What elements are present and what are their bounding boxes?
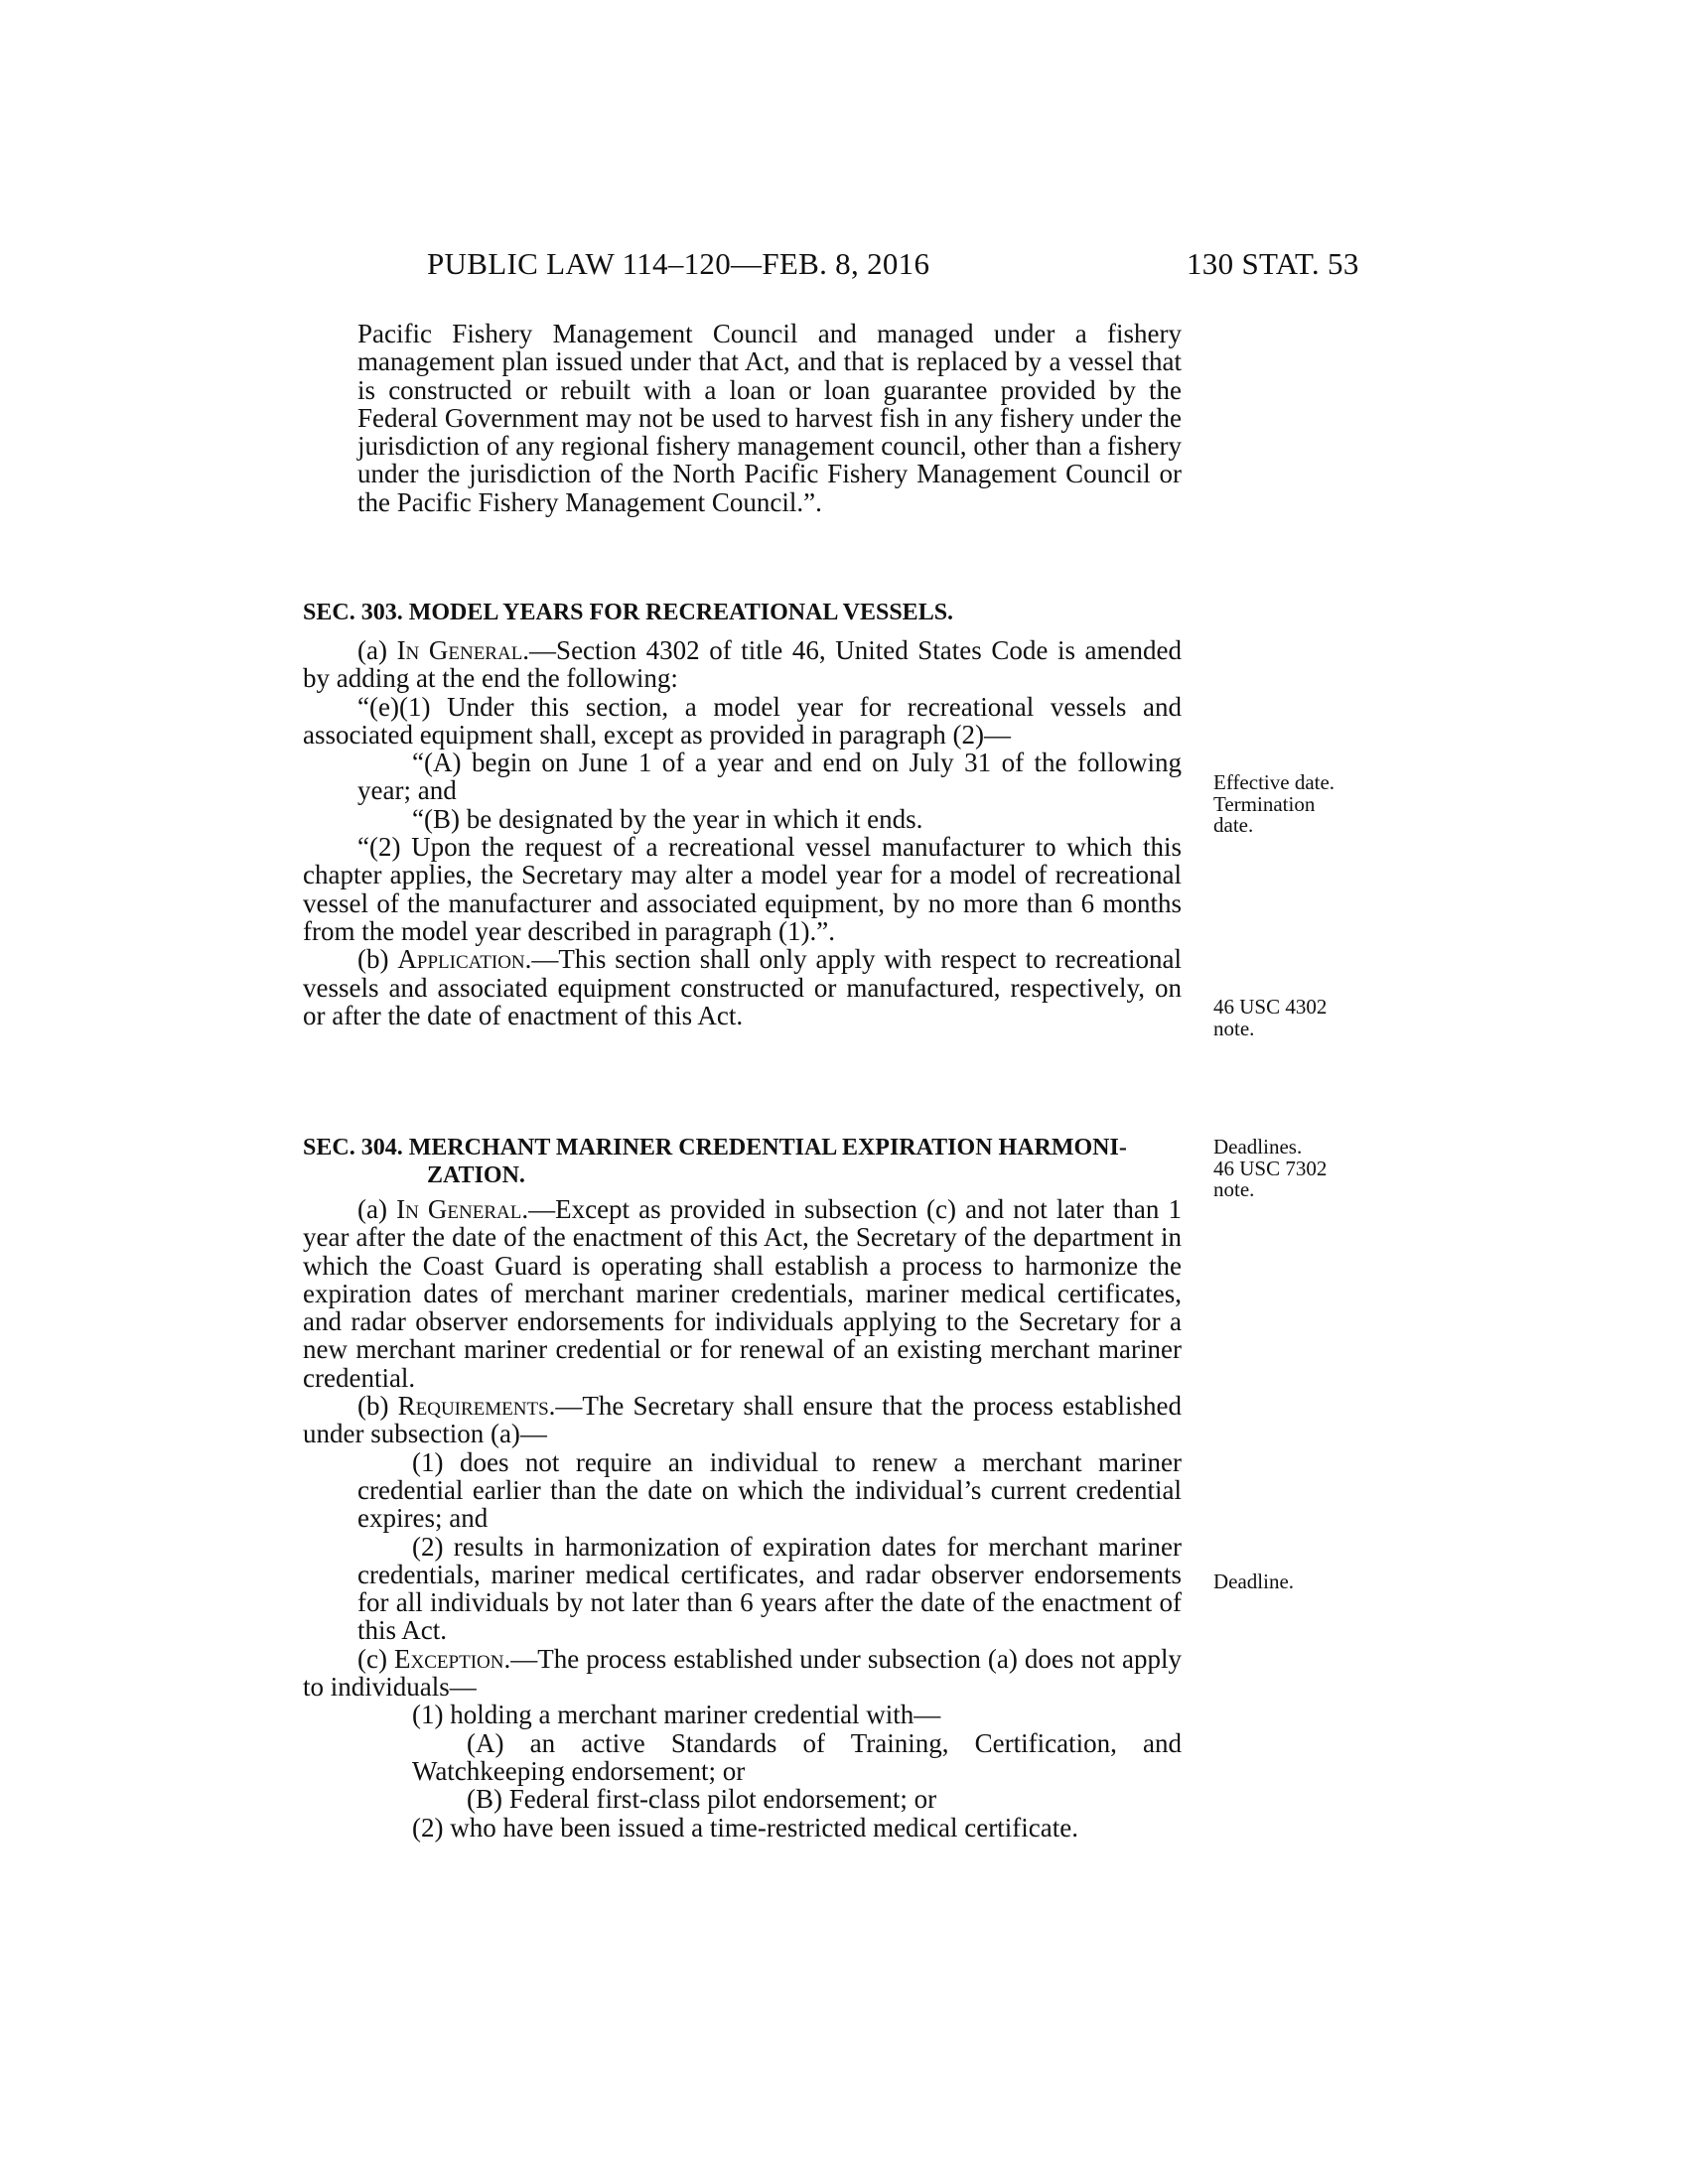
page-body [303,320,1182,516]
section-304-subsection-b: (b) Requirements.—The Secretary shall ensure that the process established under subsection (a)— [303,1391,1183,1449]
section-303-paragraph-e1: “(e)(1) Under this section, a model year for recreational vessels and associated equipment shall, except as provided in paragraph (2)— [303,691,1182,750]
section-303 [303,599,1182,1029]
section-303-subsection-a: (a) In General.—Section 4302 of title 46, United States Code is amended by adding at the end the following: [303,635,1182,694]
section-303-heading: SEC. 303. MODEL YEARS FOR RECREATIONAL VESSELS. [303,600,954,625]
continuation-paragraph: Pacific Fishery Management Council and managed under a fishery management plan issued under that Act, and that is replaced by a vessel that is constructed or rebuilt with a loan or loan guarantee provided by the Federal Government may not be used to harvest fish in any fishery under the jurisdiction of any regional fishery management council, other than a fishery under the jurisdiction of the North Pacific Fishery Management Council or the Pacific Fishery Management Council.”. [357,319,1182,517]
section-304-paragraph-c2: (2) who have been issued a time-restricted medical certificate. [412,1812,1078,1843]
section-304-paragraph-b2: (2) results in harmonization of expiration dates for merchant mariner credentials, mariner medical certificates, and radar observer endorsements for all individuals by not later than 6 years after the date of the enactment of this Act. [357,1531,1182,1646]
section-303-clause-A: “(A) begin on June 1 of a year and end on July 31 of the following year; and [357,748,1182,806]
section-303-paragraph-2: “(2) Upon the request of a recreational vessel manufacturer to which this chapter applies, the Secretary may alter a model year for a model of recreational vessel of the manufacturer and associated equipment, by no more than 6 months from the model year described in paragraph (1).”. [303,832,1182,946]
section-304-clause-c1B: (B) Federal first-class pilot endorsement; or [467,1784,937,1815]
caption-in-general: In General [396,635,523,665]
margin-note-deadline: Deadline. [1213,1570,1295,1593]
section-304-heading-line2: ZATION. [427,1162,525,1188]
caption-exception: Exception [394,1643,504,1674]
section-304-subsection-a: (a) In General.—Except as provided in subsection (c) and not later than 1 year after the date of the enactment of this Act, the Secretary of the department in which the Coast Guard is operating shall establish a process to harmonize the expiration dates of merchant mariner credentials, mariner medical certificates, and radar observer endorsements for individuals applying to the Secretary for a new merchant mariner credential or for renewal of an existing merchant mariner credential. [303,1194,1182,1393]
caption-requirements: Requirements [397,1391,549,1422]
section-304 [303,1134,1182,1842]
margin-note-46-usc-4302: 46 USC 4302 note. [1213,995,1328,1040]
caption-in-general: In General [396,1194,522,1224]
margin-note-deadlines: Deadlines. 46 USC 7302 note. [1213,1135,1328,1201]
section-304-paragraph-b1: (1) does not require an individual to renew a merchant mariner credential earlier than the date on which the individual’s current credential expires; and [357,1446,1182,1534]
section-304-heading-line1: SEC. 304. MERCHANT MARINER CREDENTIAL EXPIRATION HARMONI- [303,1135,1127,1160]
section-304-paragraph-c1: (1) holding a merchant mariner credential with— [412,1700,941,1730]
running-header-title: PUBLIC LAW 114–120—FEB. 8, 2016 [427,246,930,281]
section-304-subsection-c: (c) Exception.—The process established under subsection (a) does not apply to individuals— [303,1643,1183,1703]
caption-application: Application [397,944,525,975]
section-303-clause-B: “(B) be designated by the year in which it ends. [412,803,923,834]
margin-note-effective-date: Effective date. Termination date. [1213,770,1336,837]
section-304-clause-c1A: (A) an active Standards of Training, Certification, and Watchkeeping endorsement; or [412,1727,1182,1786]
section-303-subsection-b: (b) Application.—This section shall only apply with respect to recreational vessels and associated equipment constructed or manufactured, respectively, on or after the date of enactment of this Act. [303,944,1183,1030]
page-number: 130 STAT. 53 [1187,246,1359,281]
